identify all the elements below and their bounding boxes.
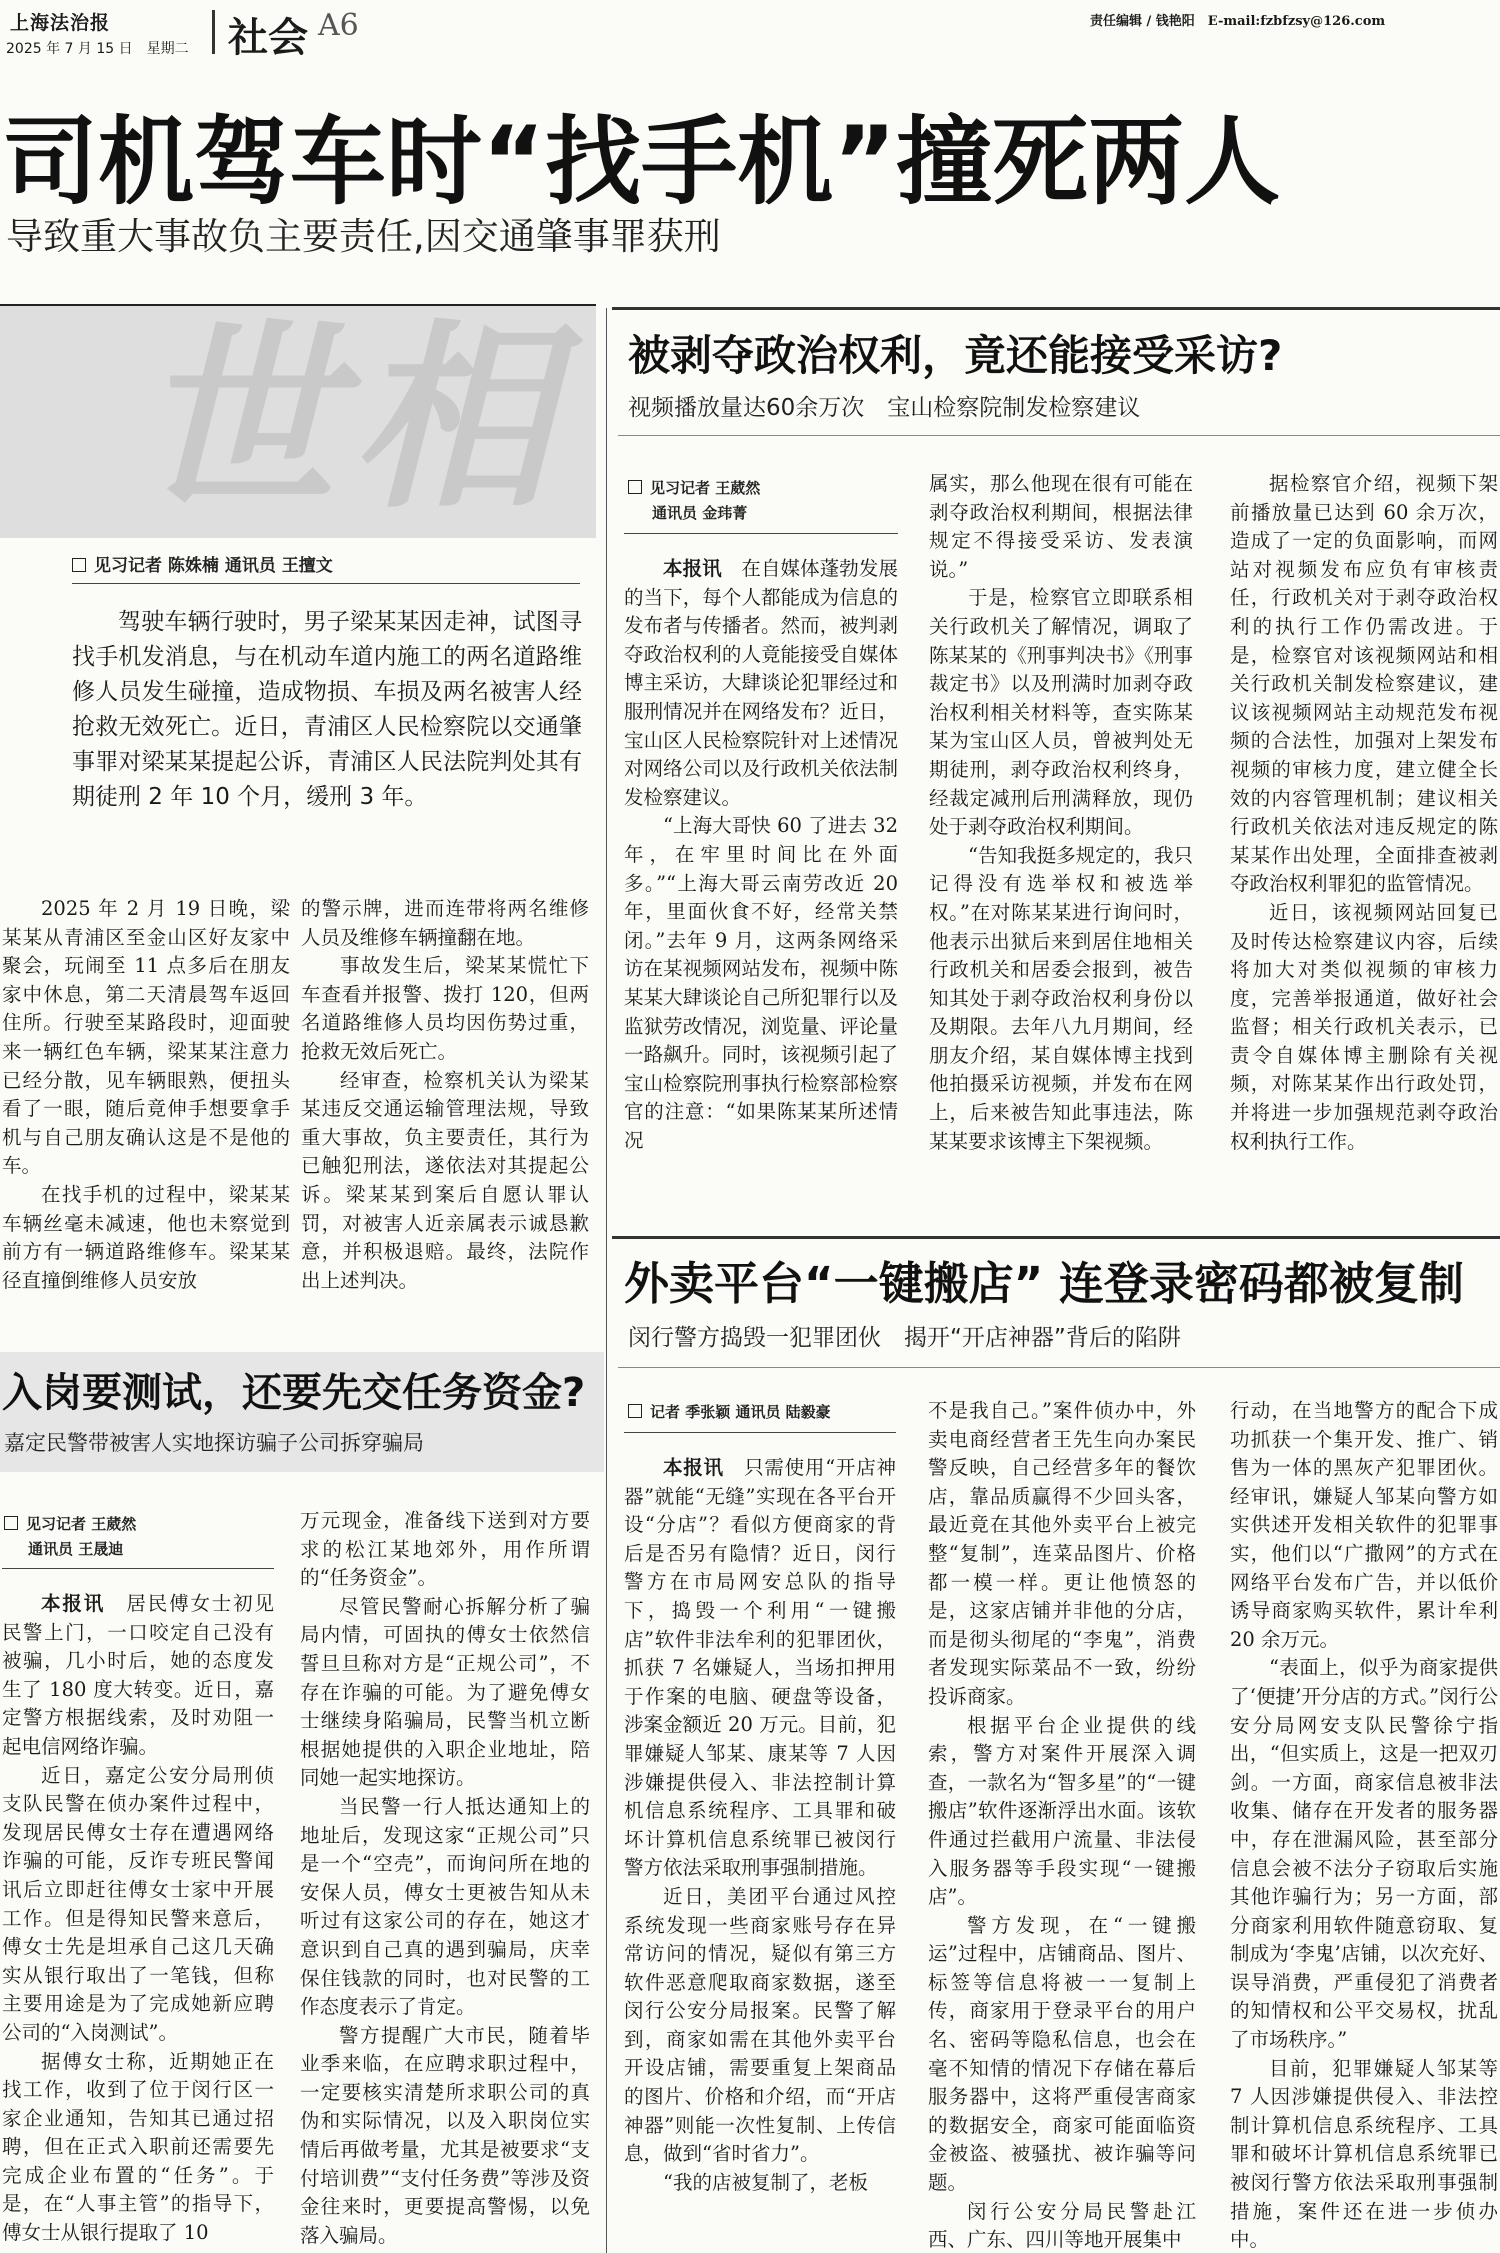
main-col-1 bbox=[2, 895, 290, 1295]
art2-c3-p1: 据检察官介绍，视频下架前播放量已达到 60 余万次，造成了一定的负面影响，而网站对视频发布应负有审核责任，行政机关对于剥夺政治权利的执行工作仍需改进。于是，检察官对该视频网站和相关行政机关制发检察建议，建议该视频网站主动规范发布视频的合法性，加强对上架发布视频的审核力度，建立健全长效的内容管理机制；建议相关行政机关依法对违反规定的陈某某作出处理，全面排查被剥夺政治权利罪犯的监管情况。 bbox=[1230, 472, 1498, 896]
art4-c1-p2: 近日，美团平台通过风控系统发现一些商家账号存在异常访问的情况，疑似有第三方软件恶意爬取商家数据，遂至闵行公安分局报案。民警了解到，商家如需在其他外卖平台开设店铺，需要重复上架商品的图片、价格和介绍，而“开店神器”则能一次性复制、上传信息，做到“省时省力”。 bbox=[624, 1884, 896, 2166]
art4-byline-text: 记者 季张颖 通讯员 陆毅豪 bbox=[650, 1403, 831, 1421]
art2-headline: 被剥夺政治权利，竟还能接受采访? bbox=[628, 331, 1283, 380]
art4-c1-first: 只需使用“开店神器”就能“无缝”实现在各平台开设“分店”？看似方便商家的背后是否另有隐情？近日，闵行警方在市局网安总队的指导下，捣毁一个利用“一键搬店”软件非法牟利的犯罪团伙，抓获 7 名嫌疑人，当场扣押用于作案的电脑、硬盘等设备，涉案金额近 20 万元。目前，犯罪嫌疑人邹某、康某等 7 人因涉嫌提供侵入、非法控制计算机信息系统程序、工具罪和破坏计算机信息系统罪已被闵行警方依法采取刑事强制措施。 bbox=[624, 1456, 896, 1880]
main-col2-p1: 事故发生后，梁某某慌忙下车查看并报警、拨打 120，但两名道路维修人员均因伤势过重，抢救无效后死亡。 bbox=[301, 954, 589, 1063]
art4-bar bbox=[612, 1236, 1500, 1239]
art3-byline-rule bbox=[2, 1568, 274, 1569]
art3-c2-cont: 万元现金，准备线下送到对方要求的松江某地郊外，用作所谓的“任务资金”。 bbox=[300, 1509, 590, 1590]
column-logo bbox=[0, 306, 596, 538]
art4-col-3 bbox=[1230, 1397, 1498, 2252]
art2-byline-2 bbox=[628, 501, 760, 526]
art2-bar bbox=[612, 307, 1500, 310]
art3-c1-p1 bbox=[2, 1590, 274, 1762]
art3-col-2 bbox=[300, 1507, 590, 2252]
art4-c3-cont: 行动，在当地警方的配合下成功抓获一个集开发、推广、销售为一体的黑灰产犯罪团伙。经审讯，嫌疑人邹某向警方如实供述开发相关软件的犯罪事实，他们以“广撒网”的方式在网络平台发布广告，并以低价诱导商家购买软件，累计牟利 20 余万元。 bbox=[1230, 1399, 1498, 1651]
section-name: 社会 bbox=[228, 15, 308, 61]
byline-box-icon bbox=[72, 558, 86, 572]
art4-byline bbox=[628, 1400, 831, 1425]
art2-lead: 本报讯 bbox=[663, 557, 722, 580]
byline-box-icon bbox=[4, 1516, 18, 1530]
art4-col-1 bbox=[624, 1454, 896, 2252]
art4-c2-p1: 根据平台企业提供的线索，警方对案件开展深入调查，一款名为“智多星”的“一键搬店”软件逐渐浮出水面。该软件通过拦截用户流量、非法侵入服务器等手段实现“一键搬店”。 bbox=[928, 1713, 1196, 1909]
paper-name: 上海法治报 bbox=[10, 12, 111, 34]
art3-c2-p2: 当民警一行人抵达通知上的地址后，发现这家“正规公司”只是一个“空壳”，而询问所在地的安保人员，傅女士更被告知从未听过有这家公司的存在，她这才意识到自己真的遇到骗局，庆幸保住钱款的同时，也对民警的工作态度表示了肯定。 bbox=[300, 1794, 590, 2019]
main-col1-p2: 在找手机的过程中，梁某某车辆丝毫未减速，他也未察觉到前方有一辆道路维修车。梁某某径直撞倒维修人员安放 bbox=[2, 1182, 290, 1292]
art3-c2-p1: 尽管民警耐心拆解分析了骗局内情，可固执的傅女士依然信誓旦旦称对方是“正规公司”，不存在诈骗的可能。为了避免傅女士继续身陷骗局，民警当机立断根据她提供的入职企业地址，陪同她一起实地探访。 bbox=[300, 1594, 590, 1790]
art2-subtitle: 视频播放量达60余万次 宝山检察院制发检察建议 bbox=[628, 395, 1141, 421]
art2-title-rule bbox=[618, 435, 1500, 436]
art2-col-2 bbox=[929, 470, 1193, 1175]
page-number: A6 bbox=[318, 8, 359, 43]
art2-byline1-text: 见习记者 王葳然 bbox=[650, 479, 761, 497]
art2-c1-p1 bbox=[624, 555, 898, 812]
art4-title-rule bbox=[618, 1367, 1500, 1368]
art2-byline bbox=[628, 476, 760, 526]
issue-date: 2025 年 7 月 15 日 星期二 bbox=[6, 41, 189, 57]
art3-c2-p3: 警方提醒广大市民，随着毕业季来临，在应聘求职过程中，一定要核实清楚所求职公司的真伪和实际情况，以及入职岗位实情后再做考量，尤其是被要求“支付培训费”“支付任务费”等涉及资金往来时，更要提高警惕，以免落入骗局。 bbox=[300, 2023, 590, 2247]
editor-info: 责任编辑 / 钱艳阳 E-mail:fzbfzsy@126.com bbox=[1090, 14, 1386, 29]
art3-headline: 入岗要测试，还要先交任务资金? bbox=[2, 1370, 586, 1416]
art4-subtitle: 闵行警方捣毁一犯罪团伙 揭开“开店神器”背后的陷阱 bbox=[628, 1325, 1181, 1351]
main-byline-text: 见习记者 陈姝楠 通讯员 王擅文 bbox=[94, 556, 333, 576]
art4-c3-p2: 目前，犯罪嫌疑人邹某等 7 人因涉嫌提供侵入、非法控制计算机信息系统程序、工具罪和破坏计算机信息系统罪已被闵行警方依法采取刑事强制措施，案件还在进一步侦办中。 bbox=[1230, 2056, 1498, 2252]
art4-c3-p1: “表面上，似乎为商家提供了‘便捷’开分店的方式。”闵行公安分局网安支队民警徐宁指出，“但实质上，这是一把双刃剑。一方面，商家信息被非法收集、储存在开发者的服务器中，存在泄漏风险，甚至部分信息会被不法分子窃取后实施其他诈骗行为；另一方面，部分商家利用软件随意窃取、复制成为‘李鬼’店铺，以次充好、误导消费，严重侵犯了消费者的知情权和公平交易权，扰乱了市场秩序。” bbox=[1230, 1656, 1498, 2052]
art3-c1-first: 居民傅女士初见民警上门，一口咬定自己没有被骗，几小时后，她的态度发生了 180 度大转变。近日，嘉定警方根据线索，及时劝阻一起电信网络诈骗。 bbox=[2, 1592, 274, 1758]
art3-subtitle: 嘉定民警带被害人实地探访骗子公司拆穿骗局 bbox=[4, 1431, 424, 1455]
art2-byline-rule bbox=[624, 533, 898, 534]
main-subtitle: 导致重大事故负主要责任,因交通肇事罪获刑 bbox=[6, 215, 721, 258]
art3-byline1-text: 见习记者 王葳然 bbox=[26, 1515, 137, 1533]
art3-c1-p2: 近日，嘉定公安分局刑侦支队民警在侦办案件过程中，发现居民傅女士存在遭遇网络诈骗的可能，反诈专班民警闻讯后立即赶往傅女士家中开展工作。但是得知民警来意后，傅女士先是坦承自己这几天确实从银行取出了一笔钱，但称主要用途是为了完成她新应聘公司的“入岗测试”。 bbox=[2, 1763, 274, 2044]
byline-box-icon bbox=[628, 1404, 642, 1418]
art4-headline: 外卖平台“一键搬店” 连登录密码都被复制 bbox=[624, 1257, 1464, 1310]
art3-byline2-text: 通讯员 王晟迪 bbox=[28, 1540, 124, 1558]
art4-byline-rule bbox=[624, 1432, 896, 1433]
art2-col-1 bbox=[624, 555, 898, 1175]
art3-col-1 bbox=[2, 1590, 274, 2252]
art4-c1-p1 bbox=[624, 1454, 896, 1883]
masthead bbox=[0, 0, 1500, 64]
art3-byline-1 bbox=[4, 1512, 136, 1537]
main-col2-p2: 经审查，检察机关认为梁某某违反交通运输管理法规，导致重大事故，负主要责任，其行为已触犯刑法，遂依法对其提起公诉。梁某某到案后自愿认罪认罚，对被害人近亲属表示诚恳歉意，并积极退赔。最终，法院作出上述判决。 bbox=[301, 1068, 589, 1292]
art2-c3-p2: 近日，该视频网站回复已及时传达检察建议内容，后续将加大对类似视频的审核力度，完善举报通道，做好社会监督；相关行政机关表示，已责令自媒体博主删除有关视频，对陈某某作出行政处罚，并将进一步加强规范剥夺政治权利执行工作。 bbox=[1230, 900, 1498, 1153]
main-summary: 驾驶车辆行驶时，男子梁某某因走神，试图寻找手机发消息，与在机动车道内施工的两名道路维修人员发生碰撞，造成物损、车损及两名被害人经抢救无效死亡。近日，青浦区人民检察院以交通肇事罪对梁某某提起公诉，青浦区人民法院判处其有期徒刑 2 年 10 个月，缓刑 3 年。 bbox=[72, 609, 582, 810]
art4-col-2 bbox=[928, 1397, 1196, 2252]
art2-col-3 bbox=[1230, 470, 1498, 1175]
art2-byline2-text: 通讯员 金玮菁 bbox=[652, 504, 748, 522]
art3-lead: 本报讯 bbox=[41, 1592, 106, 1615]
art4-lead: 本报讯 bbox=[663, 1456, 724, 1479]
art3-c1-p3: 据傅女士称，近期她正在找工作，收到了位于闵行区一家企业通知，告知其已通过招聘，但在正式入职前还需要先完成企业布置的“任务”。于是，在“人事主管”的指导下，傅女士从银行提取了 10 bbox=[2, 2049, 274, 2245]
main-col1-p1: 2025 年 2 月 19 日晚，梁某某从青浦区至金山区好友家中聚会，玩闹至 11 点多后在朋友家中休息，第二天清晨驾车返回住所。行驶至某路段时，迎面驶来一辆红色车辆，梁某某注意力已经分散，见车辆眼熟，便扭头看了一眼，随后竟伸手想要拿手机与自己朋友确认这是不是他的车。 bbox=[2, 897, 290, 1178]
page-vertical-rule bbox=[606, 308, 607, 2253]
main-col2-cont: 的警示牌，进而连带将两名维修人员及维修车辆撞翻在地。 bbox=[301, 897, 589, 949]
art2-c1-first: 在自媒体蓬勃发展的当下，每个人都能成为信息的发布者与传播者。然而，被判剥夺政治权利的人竟能接受自媒体博主采访，大肆谈论犯罪经过和服刑情况并在网络发布？近日，宝山区人民检察院针对上述情况对网络公司以及行政机关依法制发检察建议。 bbox=[624, 557, 898, 809]
art2-c2-p2: “告知我挺多规定的，我只记得没有选举权和被选举权。”在对陈某某进行询问时，他表示出狱后来到居住地相关行政机关和居委会报到，被告知其处于剥夺政治权利身份以及期限。去年八九月期间，经朋友介绍，某自媒体博主找到他拍摄采访视频，并发布在网上，后来被告知此事违法，陈某某要求该博主下架视频。 bbox=[929, 843, 1193, 1153]
art4-c2-p2: 警方发现，在“一键搬运”过程中，店铺商品、图片、标签等信息将被一一复制上传，商家用于登录平台的用户名、密码等隐私信息，也会在毫不知情的情况下存储在幕后服务器中，这将严重侵害商家的数据安全，商家可能面临资金被盗、被骚扰、被诈骗等问题。 bbox=[928, 1913, 1196, 2195]
art4-c1-p3: “我的店被复制了，老板 bbox=[663, 2170, 868, 2194]
art3-byline bbox=[4, 1512, 136, 1562]
art2-c2-p1: 于是，检察官立即联系相关行政机关了解情况，调取了陈某某的《刑事判决书》《刑事裁定书》以及刑满时加剥夺政治权利相关材料等，查实陈某某为宝山区人员，曾被判处无期徒刑，剥夺政治权利终身，经裁定减刑后刑满释放，现仍处于剥夺政治权利期间。 bbox=[929, 586, 1193, 839]
art3-byline-2 bbox=[4, 1537, 136, 1562]
main-byline bbox=[72, 553, 333, 580]
main-byline-rule bbox=[72, 583, 580, 584]
main-col-2 bbox=[301, 895, 589, 1295]
byline-box-icon bbox=[628, 480, 642, 494]
art2-c2-cont: 属实，那么他现在很有可能在剥夺政治权利期间，根据法律规定不得接受采访、发表演说。” bbox=[929, 472, 1193, 581]
art2-c1-p2: “上海大哥快 60 了进去 32 年，在牢里时间比在外面多。”“上海大哥云南劳改近 20 年，里面伙食不好，经常关禁闭。”去年 9 月，这两条网络采访在某视频网站发布，视频中陈某某大肆谈论自己所犯罪行以及监狱劳改情况，浏览量、评论量一路飙升。同时，该视频引起了宝山检察院刑事执行检察部检察官的注意：“如果陈某某所述情况 bbox=[624, 814, 898, 1152]
column-logo-text: 世相 bbox=[138, 306, 567, 536]
masthead-divider bbox=[212, 10, 215, 54]
art4-c2-p3: 闵行公安分局民警赴江西、广东、四川等地开展集中 bbox=[928, 2199, 1196, 2252]
main-headline: 司机驾车时“找手机”撞死两人 bbox=[2, 106, 1281, 218]
art4-c2-cont: 不是我自己。”案件侦办中，外卖电商经营者王先生向办案民警反映，自己经营多年的餐饮店，靠品质赢得不少回头客，最近竟在其他外卖平台上被完整“复制”，连菜品图片、价格都一模一样。更让他愤怒的是，这家店铺并非他的分店，而是彻头彻尾的“李鬼”，消费者发现实际菜品不一致，纷纷投诉商家。 bbox=[928, 1399, 1196, 1708]
art2-byline-1 bbox=[628, 476, 760, 501]
